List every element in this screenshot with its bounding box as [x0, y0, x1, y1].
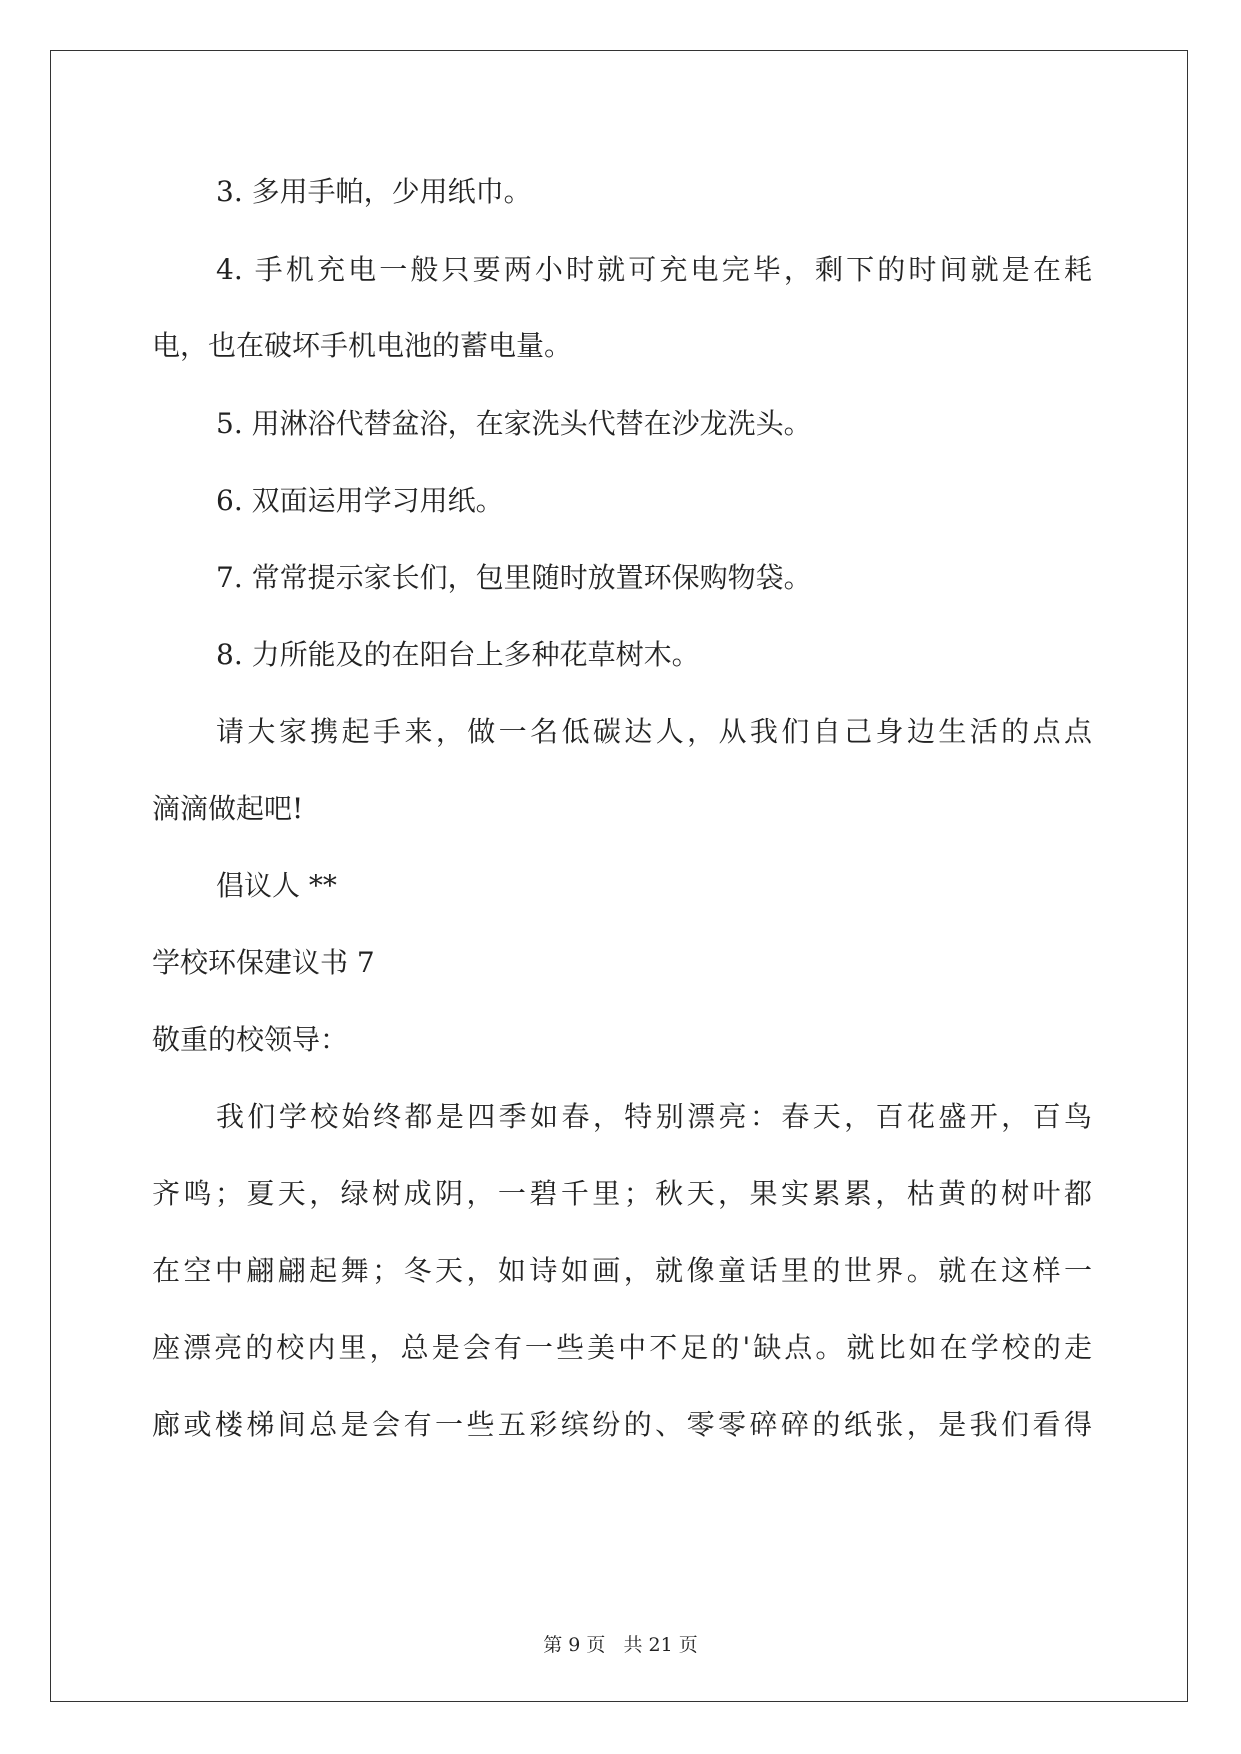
page-footer [0, 1633, 1241, 1657]
list-item-7: 7. 常常提示家长们，包里随时放置环保购物袋。 [216, 561, 812, 594]
body-paragraph-line-5: 廊或楼梯间总是会有一些五彩缤纷的、零零碎碎的纸张，是我们看得 [152, 1408, 1092, 1441]
closing-paragraph-line-2: 滴滴做起吧! [152, 792, 304, 825]
body-paragraph-line-2: 齐鸣；夏天，绿树成阴，一碧千里；秋天，果实累累，枯黄的树叶都 [152, 1177, 1092, 1210]
section-title: 学校环保建议书 7 [152, 946, 375, 979]
list-item-4-line-2: 电，也在破坏手机电池的蓄电量。 [152, 329, 573, 362]
page-number-current: 第 9 页 [543, 1634, 606, 1656]
list-item-5: 5. 用淋浴代替盆浴，在家洗头代替在沙龙洗头。 [216, 407, 812, 440]
salutation: 敬重的校领导： [152, 1023, 349, 1056]
list-item-4-line-1: 4. 手机充电一般只要两小时就可充电完毕，剩下的时间就是在耗 [216, 253, 1092, 286]
page-number-total: 共 21 页 [623, 1634, 698, 1656]
body-paragraph-line-3: 在空中翩翩起舞；冬天，如诗如画，就像童话里的世界。就在这样一 [152, 1254, 1092, 1287]
list-item-3: 3. 多用手帕，少用纸巾。 [216, 175, 532, 208]
list-item-8: 8. 力所能及的在阳台上多种花草树木。 [216, 638, 700, 671]
body-paragraph-line-4: 座漂亮的校内里，总是会有一些美中不足的'缺点。就比如在学校的走 [152, 1331, 1092, 1364]
signature-line: 倡议人 ** [216, 869, 337, 902]
list-item-6: 6. 双面运用学习用纸。 [216, 484, 504, 517]
body-paragraph-line-1: 我们学校始终都是四季如春，特别漂亮：春天，百花盛开，百鸟 [216, 1100, 1092, 1133]
closing-paragraph-line-1: 请大家携起手来，做一名低碳达人，从我们自己身边生活的点点 [216, 715, 1092, 748]
